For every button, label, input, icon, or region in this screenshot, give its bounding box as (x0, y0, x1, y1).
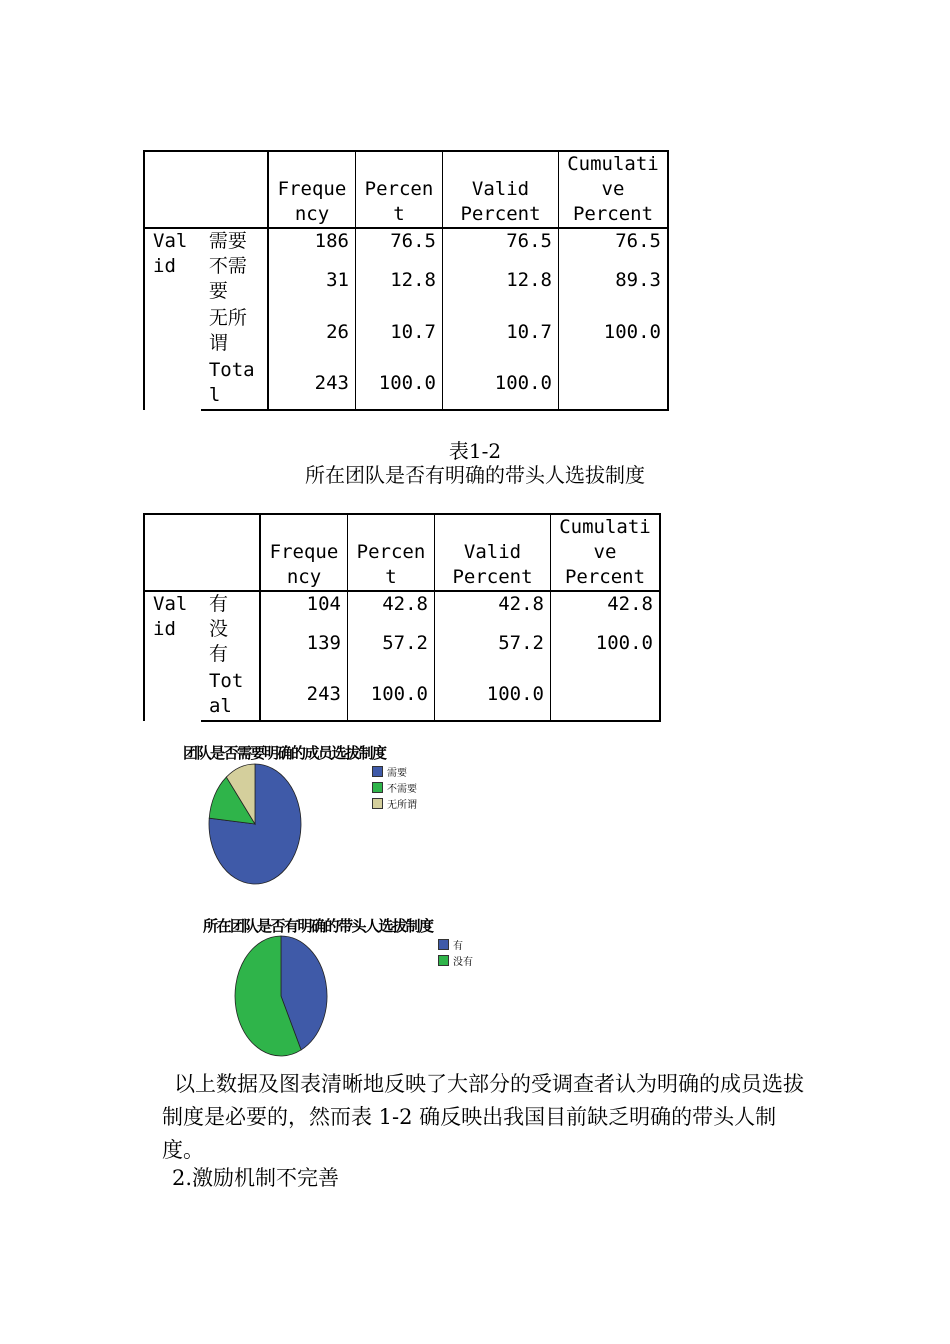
table-corner (144, 151, 268, 228)
cell-percent: 100.0 (348, 669, 435, 721)
cell-valid-percent: 42.8 (435, 591, 551, 617)
cell-valid-percent: 100.0 (443, 358, 559, 410)
cell-cumulative-percent: 76.5 (559, 228, 669, 254)
row-label: 无所 谓 (208, 307, 247, 354)
pie-chart-1-title: 团队是否需要明确的成员选拔制度 (183, 744, 386, 762)
valid-label: Val id (144, 228, 201, 410)
cell-frequency: 26 (268, 306, 356, 358)
section-heading: 2.激励机制不完善 (172, 1166, 340, 1190)
table-title: 所在团队是否有明确的带头人选拔制度 (305, 463, 645, 487)
cell-valid-percent: 10.7 (443, 306, 559, 358)
legend-label: 没有 (453, 956, 473, 968)
legend-item (372, 795, 417, 811)
pie-chart-1-legend (372, 763, 417, 811)
legend-item (438, 952, 473, 968)
row-label: 有 (208, 593, 228, 615)
header-cumulative-percent: Cumulati ve Percent (559, 151, 669, 228)
cell-percent: 12.8 (356, 254, 443, 306)
cell-percent: 10.7 (356, 306, 443, 358)
header-frequency: Freque ncy (260, 514, 348, 591)
header-cumulative-percent: Cumulati ve Percent (551, 514, 661, 591)
legend-swatch (438, 955, 449, 966)
row-label: Tota l (201, 358, 268, 410)
pie-chart-2-legend (438, 936, 473, 968)
body-paragraph: 以上数据及图表清晰地反映了大部分的受调查者认为明确的成员选拔制度是必要的，然而表 1-2 确反映出我国目前缺乏明确的带头人制度。 (162, 1072, 804, 1162)
legend-swatch (372, 798, 383, 809)
cell-cumulative-percent: 100.0 (559, 306, 669, 358)
cell-valid-percent: 100.0 (435, 669, 551, 721)
cell-frequency: 243 (268, 358, 356, 410)
cell-percent: 57.2 (348, 617, 435, 669)
cell-frequency: 243 (260, 669, 348, 721)
pie-chart-2-title: 所在团队是否有明确的带头人选拔制度 (203, 917, 433, 935)
cell-valid-percent: 12.8 (443, 254, 559, 306)
valid-label: Val id (144, 591, 201, 721)
cell-frequency: 139 (260, 617, 348, 669)
legend-item (438, 936, 473, 952)
legend-swatch (372, 766, 383, 777)
header-percent: Percen t (356, 151, 443, 228)
table-number: 表1-2 (448, 439, 502, 463)
legend-swatch (372, 782, 383, 793)
cell-frequency: 104 (260, 591, 348, 617)
legend-label: 不需要 (387, 783, 417, 795)
cell-cumulative-percent: 89.3 (559, 254, 669, 306)
cell-valid-percent: 76.5 (443, 228, 559, 254)
legend-label: 有 (453, 940, 463, 952)
frequency-table-1 (143, 150, 669, 411)
legend-swatch (438, 939, 449, 950)
cell-valid-percent: 57.2 (435, 617, 551, 669)
header-percent: Percen t (348, 514, 435, 591)
table-corner (144, 514, 260, 591)
cell-cumulative-percent: 42.8 (551, 591, 661, 617)
row-label: 需要 (208, 230, 247, 252)
legend-item (372, 779, 417, 795)
pie-chart-1 (200, 760, 310, 890)
cell-cumulative-percent (559, 358, 669, 410)
frequency-table-2 (143, 513, 661, 722)
cell-percent: 100.0 (356, 358, 443, 410)
legend-item (372, 763, 417, 779)
header-frequency: Freque ncy (268, 151, 356, 228)
header-valid-percent: Valid Percent (435, 514, 551, 591)
legend-label: 无所谓 (387, 799, 417, 811)
row-label: 不需 要 (208, 255, 247, 302)
row-label: Tot al (201, 669, 260, 721)
cell-frequency: 186 (268, 228, 356, 254)
header-valid-percent: Valid Percent (443, 151, 559, 228)
cell-cumulative-percent: 100.0 (551, 617, 661, 669)
cell-cumulative-percent (551, 669, 661, 721)
pie-chart-2 (226, 932, 336, 1062)
legend-label: 需要 (387, 767, 407, 779)
cell-percent: 76.5 (356, 228, 443, 254)
row-label: 没 有 (208, 618, 228, 665)
cell-percent: 42.8 (348, 591, 435, 617)
cell-frequency: 31 (268, 254, 356, 306)
